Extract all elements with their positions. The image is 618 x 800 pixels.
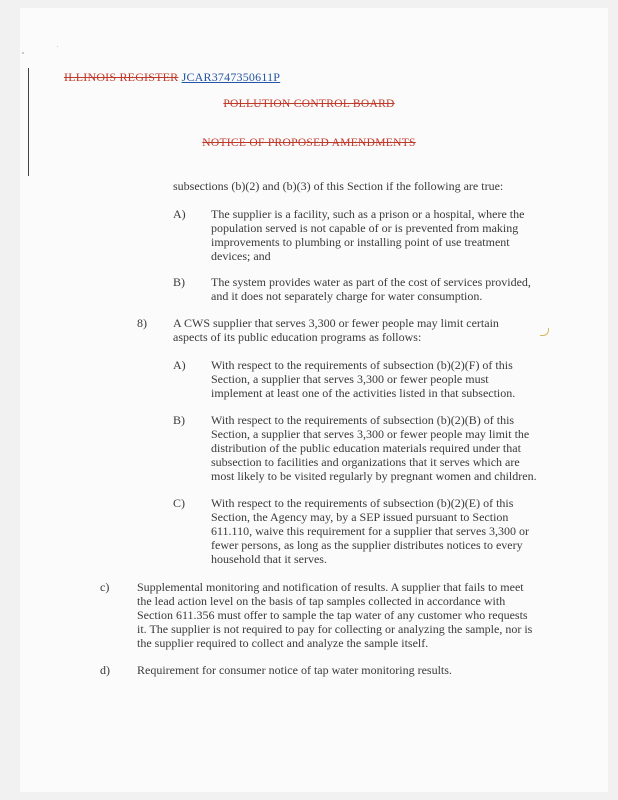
item-d-marker: d)	[100, 663, 110, 677]
item-7b-text: The system provides water as part of the cost of services provided, and it does not separately charge for water consumption.	[211, 275, 531, 303]
register-header	[64, 70, 280, 85]
scan-speck	[22, 52, 24, 54]
scan-speck	[57, 46, 58, 47]
item-8c-text: With respect to the requirements of subsection (b)(2)(E) of this Section, the Agency may, by a SEP issued pursuant to Section 611.110, waive this requirement for a supplier that serves 3,300 or fewer persons, as long as the supplier distributes notices to every household that it serves.	[211, 496, 530, 566]
item-c-marker: c)	[100, 580, 110, 594]
item-8b-marker: B)	[173, 413, 185, 427]
item-8a-marker: A)	[173, 358, 186, 372]
register-inserted-text: JCAR3747350611P	[181, 70, 281, 84]
item-8c-marker: C)	[173, 496, 185, 510]
item-7b-marker: B)	[173, 275, 185, 289]
register-struck-text: ILLINOIS REGISTER	[64, 70, 179, 84]
notice-header	[0, 137, 618, 149]
item-8a-text: With respect to the requirements of subsection (b)(2)(F) of this Section, a supplier that serves 3,300 or fewer people must implement at least one of the activities listed in that subsection.	[211, 358, 516, 400]
item-c-text: Supplemental monitoring and notification of results. A supplier that fails to meet the lead action level on the basis of tap samples collected in accordance with Section 611.356 must offer to sample the tap water of any customer who requests it. The supplier is not required to pay for collecting or analyzing the sample, nor is the supplier required to collect and analyze the sample itself.	[137, 580, 533, 650]
item-d-text: Requirement for consumer notice of tap water monitoring results.	[137, 663, 452, 677]
item-8-marker: 8)	[137, 316, 147, 330]
change-margin-bar	[28, 68, 29, 176]
intro-paragraph: subsections (b)(2) and (b)(3) of this Section if the following are true:	[173, 179, 504, 193]
item-7a-marker: A)	[173, 207, 186, 221]
notice-struck-text: NOTICE OF PROPOSED AMENDMENTS	[202, 137, 416, 149]
board-struck-text: POLLUTION CONTROL BOARD	[223, 98, 395, 110]
board-header	[0, 98, 618, 110]
item-8b-text: With respect to the requirements of subsection (b)(2)(B) of this Section, a supplier that serves 3,300 or fewer people may limit the distribution of the public education materials required under that subsection to facilities and organizations that it serves which are most likely to be visited regularly by pregnant women and children.	[211, 413, 537, 483]
item-7a-text: The supplier is a facility, such as a prison or a hospital, where the population served is not capable of or is prevented from making improvements to plumbing or installing point of use treatment devices; and	[211, 207, 525, 263]
item-8-text: A CWS supplier that serves 3,300 or fewer people may limit certain aspects of its public education programs as follows:	[173, 316, 499, 344]
